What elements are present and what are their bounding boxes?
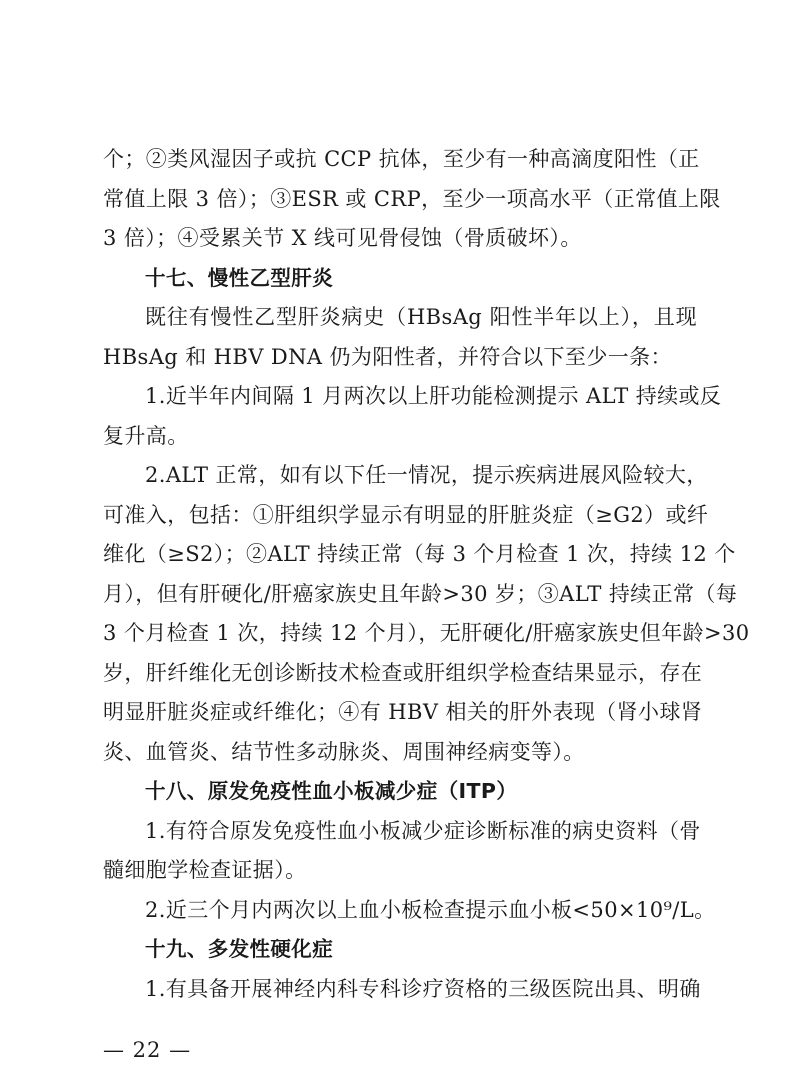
text-line: 1.有具备开展神经内科专科诊疗资格的三级医院出具、明确 — [145, 976, 701, 1001]
text-line: 3 倍）；④受累关节 X 线可见骨侵蚀（骨质破坏）。 — [103, 226, 582, 250]
text-line: 1.近半年内间隔 1 月两次以上肝功能检测提示 ALT 持续或反 — [145, 384, 722, 408]
text-line: 月），但有肝硬化/肝癌家族史且年龄>30 岁；③ALT 持续正常（每 — [103, 581, 738, 606]
section-heading: 十七、慢性乙型肝炎 — [145, 265, 334, 290]
text-line: 维化（≥S2）；②ALT 持续正常（每 3 个月检查 1 次，持续 12 个 — [103, 542, 736, 566]
text-line: 髓细胞学检查证据）。 — [103, 858, 307, 882]
text-line: 岁，肝纤维化无创诊断技术检查或肝组织学检查结果显示，存在 — [103, 660, 703, 685]
page-number: — 22 — — [103, 1038, 192, 1062]
section-heading: 十九、多发性硬化症 — [145, 937, 334, 961]
text-line: 既往有慢性乙型肝炎病史（HBsAg 阳性半年以上），且现 — [145, 305, 697, 329]
text-line: 炎、血管炎、结节性多动脉炎、周围神经病变等）。 — [103, 739, 585, 764]
text-line: 可准入，包括：①肝组织学显示有明显的肝脏炎症（≥G2）或纤 — [103, 502, 709, 527]
text-line: HBsAg 和 HBV DNA 仍为阳性者，并符合以下至少一条： — [103, 344, 672, 369]
text-line: 1.有符合原发免疫性血小板减少症诊断标准的病史资料（骨 — [145, 818, 701, 843]
section-heading: 十八、原发免疫性血小板减少症（ITP） — [145, 779, 518, 803]
text-line: 2.ALT 正常，如有以下任一情况，提示疾病进展风险较大， — [145, 463, 708, 487]
text-line: 常值上限 3 倍）；③ESR 或 CRP，至少一项高水平（正常值上限 — [103, 186, 721, 211]
text-line: 3 个月检查 1 次，持续 12 个月），无肝硬化/肝癌家族史但年龄>30 — [103, 621, 750, 645]
text-line: 复升高。 — [103, 423, 189, 448]
text-line: 个；②类风湿因子或抗 CCP 抗体，至少有一种高滴度阳性（正 — [103, 147, 700, 171]
text-line: 2.近三个月内两次以上血小板检查提示血小板<50×10⁹/L。 — [145, 897, 716, 922]
text-line: 明显肝脏炎症或纤维化；④有 HBV 相关的肝外表现（肾小球肾 — [103, 700, 703, 724]
document-body — [103, 140, 750, 1009]
